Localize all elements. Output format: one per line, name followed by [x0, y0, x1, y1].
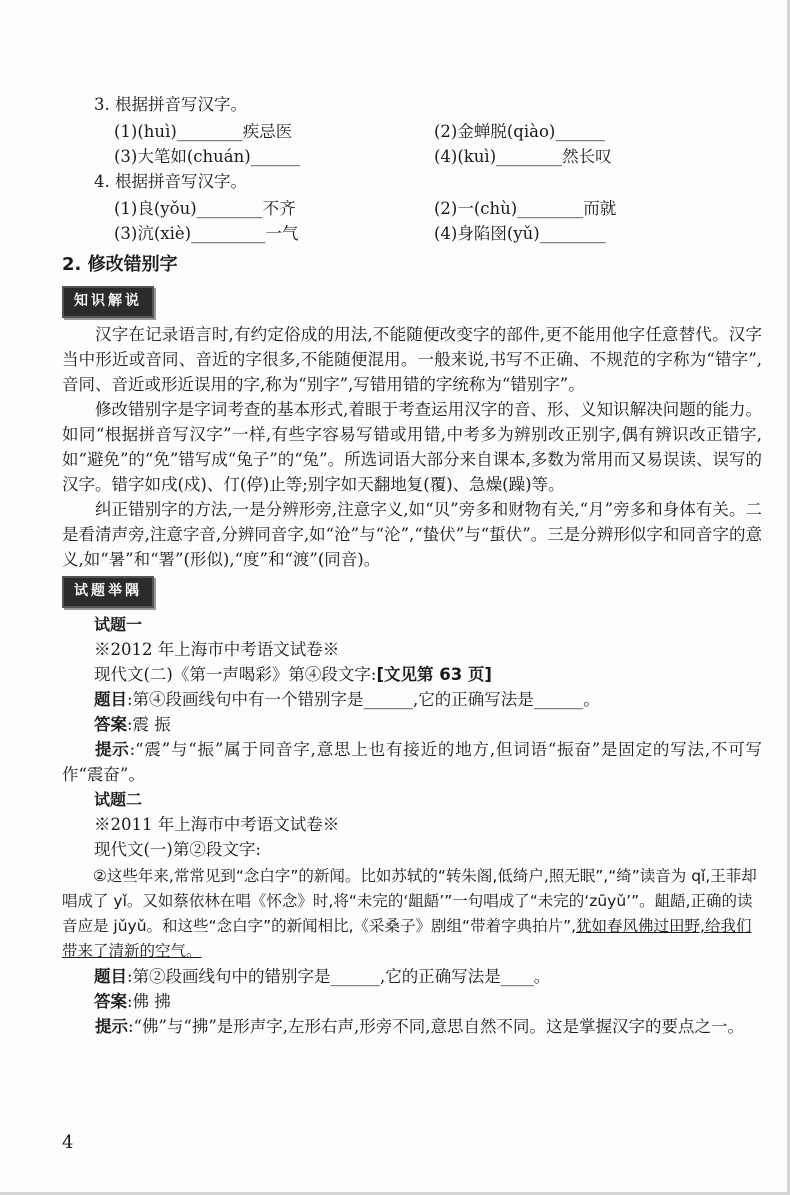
example-2-hint-text: :“佛”与“拂”是形声字,左形右声,形旁不同,意思自然不同。这是掌握汉字的要点之一。 — [128, 1017, 745, 1036]
question-4-row-1 — [62, 196, 762, 221]
example-1-answer-label: 答案 — [94, 715, 127, 734]
example-2-hint — [62, 1014, 762, 1039]
example-1-question — [62, 687, 762, 712]
example-1-answer-text: :震 振 — [127, 715, 171, 734]
paragraph-3: 纠正错别字的方法,一是分辨形旁,注意字义,如“贝”旁多和财物有关,“月”旁多和身体有关。二是看清声旁,注意字音,分辨同音字,如“沧”与“沦”,“蛰伏”与“蜇伏”。三是分辨形似字和同音字的意义,如“暑”和“署”(形似),“度”和“渡”(同音)。 — [62, 500, 762, 569]
example-2-source: ※2011 年上海市中考语文试卷※ — [94, 815, 340, 834]
example-1-reference — [62, 662, 762, 687]
example-1-ref-page: [文见第 63 页] — [376, 665, 492, 684]
example-1-heading: 试题一 — [94, 615, 143, 634]
question-3-item-2: (2)金蝉脱(qiào)______ — [434, 122, 605, 141]
paragraph-2: 修改错别字是字词考查的基本形式,着眼于考查运用汉字的音、形、义知识解决问题的能力。如同“根据拼音写汉字”一样,有些字容易写错或用错,中考多为辨别改正别字,偶有辨识改正错字,如“避免”的“免”错写成“兔子”的“兔”。所选词语大部分来自课本,多数为常用而又易误读、误写的汉字。错字如戌(戍)、仃(停)止等;别字如天翻地复(覆)、急燥(躁)等。 — [62, 400, 762, 494]
example-2-quote — [62, 864, 762, 964]
example-1-source: ※2012 年上海市中考语文试卷※ — [94, 640, 340, 659]
example-1-question-text: :第④段画线句中有一个错别字是______,它的正确写法是______。 — [127, 690, 600, 709]
example-2-question — [62, 964, 762, 989]
page-number: 4 — [62, 1132, 74, 1153]
question-3-item-1: (1)(huì)________疾忌医 — [114, 122, 293, 141]
section-heading: 2. 修改错别字 — [62, 254, 178, 275]
example-2-quote-text: ②这些年来,常常见到“念白字”的新闻。比如苏轼的“转朱阁,低绮户,照无眠”,“绮”读音为 qǐ,王菲却唱成了 yǐ。又如蔡依林在唱《怀念》时,将“未完的‘龃龉’”一句唱成了“未完的‘zūyǔ’”。龃龉,正确的读音应是 jǔyǔ。和这些“念白字”的新闻相比,《采桑子》剧组“带着字典拍片”, — [62, 867, 757, 935]
paragraph-1: 汉字在记录语言时,有约定俗成的用法,不能随便改变字的部件,更不能用他字任意替代。汉字当中形近或音同、音近的字很多,不能随便混用。一般来说,书写不正确、不规范的字称为“错字”,音同、音近或形近误用的字,称为“别字”,写错用错的字统称为“错别字”。 — [62, 325, 762, 394]
question-3-row-1 — [62, 119, 762, 144]
example-1-hint-label: 提示 — [95, 740, 130, 759]
example-2-answer — [62, 989, 762, 1014]
example-1-question-label: 题目 — [94, 690, 127, 709]
question-4-item-2: (2)一(chù)________而就 — [434, 199, 617, 218]
example-1-ref-text: 现代文(二)《第一声喝彩》第④段文字: — [94, 665, 377, 684]
question-3-item-4: (4)(kuì)________然长叹 — [434, 147, 612, 166]
example-2-heading: 试题二 — [94, 790, 143, 809]
example-1-hint — [62, 737, 762, 787]
question-3-item-3: (3)大笔如(chuán)______ — [114, 147, 301, 166]
question-4-row-2 — [62, 221, 762, 246]
examples-tag: 试题举隅 — [62, 576, 154, 608]
question-4-item-1: (1)良(yǒu)________不齐 — [114, 199, 296, 218]
question-3-row-2 — [62, 144, 762, 169]
example-2-quote-underlined: 犹如春风佛过田野,给我们带来了清新的空气。 — [62, 917, 752, 960]
example-1-answer — [62, 712, 762, 737]
knowledge-tag: 知识解说 — [62, 286, 154, 318]
question-4-title: 4. 根据拼音写汉字。 — [94, 172, 247, 191]
example-2-question-text: :第②段画线句中的错别字是______,它的正确写法是____。 — [127, 967, 551, 986]
page-content — [62, 92, 762, 1039]
question-4-item-4: (4)身陷囹(yǔ)________ — [434, 224, 606, 243]
example-2-reference: 现代文(一)第②段文字: — [94, 840, 261, 859]
question-4-item-3: (3)沆(xiè)_________一气 — [114, 224, 299, 243]
example-2-hint-label: 提示 — [95, 1017, 128, 1036]
example-2-answer-text: :佛 拂 — [127, 992, 171, 1011]
example-1-hint-text: :“震”与“振”属于同音字,意思上也有接近的地方,但词语“振奋”是固定的写法,不可写作“震奋”。 — [62, 740, 763, 784]
question-3-title: 3. 根据拼音写汉字。 — [94, 95, 247, 114]
example-2-question-label: 题目 — [94, 967, 127, 986]
example-2-answer-label: 答案 — [94, 992, 127, 1011]
